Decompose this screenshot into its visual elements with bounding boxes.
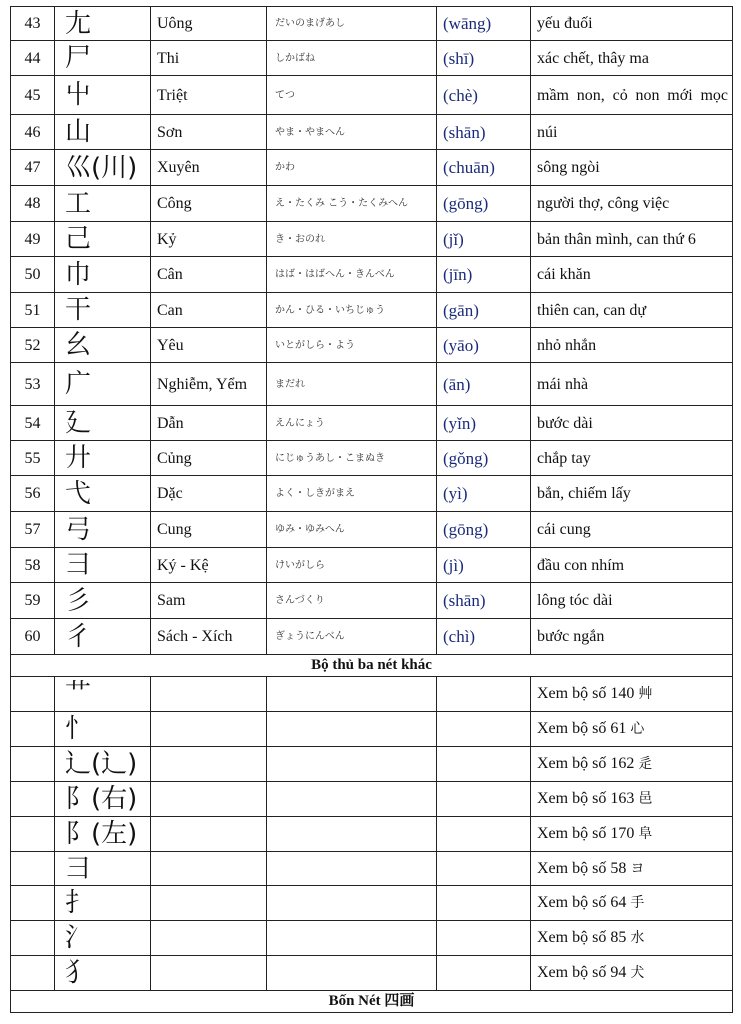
radical-kana-reading: えんにょう <box>267 406 437 441</box>
section-title: Bộ thủ ba nét khác <box>11 655 733 677</box>
empty-cell <box>437 817 531 852</box>
radical-kana-reading: かん・ひる・いちじゅう <box>267 293 437 328</box>
radical-row <box>11 7 733 41</box>
radical-pinyin: (chì) <box>437 619 531 655</box>
empty-cell <box>267 782 437 817</box>
radical-meaning: mầm non, cỏ non mới mọc <box>531 76 733 115</box>
radical-name: Sam <box>151 583 267 619</box>
radical-row <box>11 293 733 328</box>
empty-cell <box>437 677 531 712</box>
radical-meaning: bước ngắn <box>531 619 733 655</box>
radical-pinyin: (gōng) <box>437 186 531 222</box>
other-radical-row <box>11 747 733 782</box>
empty-cell <box>267 956 437 991</box>
radical-number: 60 <box>11 619 55 655</box>
radical-character: 干 <box>55 293 151 328</box>
radical-kana-reading: ぎょうにんべん <box>267 619 437 655</box>
radical-number: 57 <box>11 512 55 548</box>
radical-character: 尢 <box>55 7 151 41</box>
see-radical-note <box>531 677 733 712</box>
radical-kana-reading: さんづくり <box>267 583 437 619</box>
radical-row <box>11 619 733 655</box>
section-header-four-strokes <box>11 991 733 1013</box>
empty-cell <box>437 782 531 817</box>
radical-number: 53 <box>11 363 55 406</box>
radical-meaning: sông ngòi <box>531 150 733 186</box>
radical-number: 43 <box>11 7 55 41</box>
empty-cell <box>151 921 267 956</box>
radical-character: 彡 <box>55 583 151 619</box>
radical-kana-reading: てつ <box>267 76 437 115</box>
radical-name: Công <box>151 186 267 222</box>
radical-meaning: cái cung <box>531 512 733 548</box>
empty-cell <box>11 852 55 886</box>
radical-kana-reading: かわ <box>267 150 437 186</box>
see-radical-note <box>531 921 733 956</box>
radical-kana-reading: やま・やまへん <box>267 115 437 150</box>
radical-number: 46 <box>11 115 55 150</box>
radical-meaning: bước dài <box>531 406 733 441</box>
radical-kana-reading: よく・しきがまえ <box>267 476 437 512</box>
see-radical-note <box>531 747 733 782</box>
radical-number: 51 <box>11 293 55 328</box>
empty-cell <box>267 921 437 956</box>
empty-cell <box>437 712 531 747</box>
radical-row <box>11 186 733 222</box>
empty-cell <box>437 747 531 782</box>
radical-character: 工 <box>55 186 151 222</box>
radical-variant-character: 阝(左) <box>55 817 151 852</box>
other-radical-row <box>11 817 733 852</box>
empty-cell <box>151 956 267 991</box>
radical-character: 彳 <box>55 619 151 655</box>
see-radical-kanji: 手 <box>630 895 645 911</box>
radical-character: 山 <box>55 115 151 150</box>
see-radical-text: Xem bộ số 162 <box>537 755 635 772</box>
empty-cell <box>11 747 55 782</box>
radical-name: Yêu <box>151 328 267 363</box>
radical-variant-character: 氵 <box>55 921 151 956</box>
see-radical-text: Xem bộ số 64 <box>537 894 627 911</box>
see-radical-text: Xem bộ số 94 <box>537 964 627 981</box>
empty-cell <box>151 817 267 852</box>
radical-pinyin: (wāng) <box>437 7 531 41</box>
empty-cell <box>267 712 437 747</box>
radical-row <box>11 441 733 476</box>
radical-meaning: đầu con nhím <box>531 548 733 583</box>
radical-row <box>11 150 733 186</box>
radical-pinyin: (jì) <box>437 548 531 583</box>
radical-character: 廴 <box>55 406 151 441</box>
empty-cell <box>11 956 55 991</box>
radical-meaning: bắn, chiếm lấy <box>531 476 733 512</box>
radical-row <box>11 328 733 363</box>
empty-cell <box>437 852 531 886</box>
radical-meaning: bản thân mình, can thứ 6 <box>531 222 733 257</box>
see-radical-note <box>531 852 733 886</box>
see-radical-text: Xem bộ số 85 <box>537 929 627 946</box>
empty-cell <box>11 677 55 712</box>
radical-kana-reading: けいがしら <box>267 548 437 583</box>
radical-name: Xuyên <box>151 150 267 186</box>
radical-number: 49 <box>11 222 55 257</box>
empty-cell <box>11 782 55 817</box>
radical-pinyin: (yāo) <box>437 328 531 363</box>
radical-pinyin: (gǒng) <box>437 441 531 476</box>
see-radical-kanji: 心 <box>630 721 645 737</box>
radical-name: Cung <box>151 512 267 548</box>
empty-cell <box>151 886 267 921</box>
see-radical-text: Xem bộ số 140 <box>537 685 635 702</box>
radical-pinyin: (jīn) <box>437 257 531 293</box>
empty-cell <box>437 956 531 991</box>
other-radical-row <box>11 886 733 921</box>
radical-kana-reading: ゆみ・ゆみへん <box>267 512 437 548</box>
other-radical-row <box>11 852 733 886</box>
empty-cell <box>11 886 55 921</box>
radical-number: 52 <box>11 328 55 363</box>
other-radical-row <box>11 677 733 712</box>
see-radical-kanji: 水 <box>630 930 645 946</box>
radical-meaning: chắp tay <box>531 441 733 476</box>
empty-cell <box>267 817 437 852</box>
empty-cell <box>267 852 437 886</box>
radical-row <box>11 115 733 150</box>
see-radical-kanji: 犬 <box>630 965 645 981</box>
radical-kana-reading: しかばね <box>267 41 437 76</box>
see-radical-text: Xem bộ số 58 <box>537 859 627 877</box>
radical-kana-reading: まだれ <box>267 363 437 406</box>
radical-pinyin: (ān) <box>437 363 531 406</box>
empty-cell <box>151 747 267 782</box>
radical-name: Kỷ <box>151 222 267 257</box>
see-radical-kanji: 阜 <box>638 826 653 842</box>
radical-kana-reading: だいのまげあし <box>267 7 437 41</box>
other-radical-rows <box>11 677 733 991</box>
radical-character: 广 <box>55 363 151 406</box>
radical-variant-character: 犭 <box>55 956 151 991</box>
radical-number: 59 <box>11 583 55 619</box>
other-radical-row <box>11 956 733 991</box>
radical-name: Củng <box>151 441 267 476</box>
radical-row <box>11 363 733 406</box>
radical-kana-reading: え・たくみ こう・たくみへん <box>267 186 437 222</box>
radical-character: 廾 <box>55 441 151 476</box>
other-radical-row <box>11 712 733 747</box>
radical-name: Uông <box>151 7 267 41</box>
radical-character: 己 <box>55 222 151 257</box>
empty-cell <box>151 782 267 817</box>
radical-meaning: nhỏ nhắn <box>531 328 733 363</box>
radical-character: 幺 <box>55 328 151 363</box>
empty-cell <box>151 852 267 886</box>
empty-cell <box>151 712 267 747</box>
see-radical-note <box>531 782 733 817</box>
radical-variant-character: 辶(辶) <box>55 747 151 782</box>
section-title: Bốn Nét 四画 <box>11 991 733 1013</box>
radical-row <box>11 476 733 512</box>
radical-variant-character: 扌 <box>55 886 151 921</box>
radical-number: 45 <box>11 76 55 115</box>
radical-row <box>11 257 733 293</box>
see-radical-kanji: 邑 <box>638 791 653 807</box>
radical-row <box>11 76 733 115</box>
radical-number: 47 <box>11 150 55 186</box>
radical-character: 巾 <box>55 257 151 293</box>
radical-meaning: lông tóc dài <box>531 583 733 619</box>
radical-variant-character: ⺕ <box>55 852 151 886</box>
other-radical-row <box>11 921 733 956</box>
radical-kana-reading: にじゅうあし・こまぬき <box>267 441 437 476</box>
radical-meaning: cái khăn <box>531 257 733 293</box>
other-radical-row <box>11 782 733 817</box>
radical-number: 56 <box>11 476 55 512</box>
empty-cell <box>151 677 267 712</box>
see-radical-kanji: 辵 <box>638 756 653 772</box>
radical-name: Dẫn <box>151 406 267 441</box>
radical-name: Nghiễm, Yểm <box>151 363 267 406</box>
radical-kana-reading: はば・はばへん・きんべん <box>267 257 437 293</box>
radical-number: 44 <box>11 41 55 76</box>
empty-cell <box>267 747 437 782</box>
radical-pinyin: (yǐn) <box>437 406 531 441</box>
radical-name: Can <box>151 293 267 328</box>
empty-cell <box>437 921 531 956</box>
see-radical-kanji: 艸 <box>638 686 653 702</box>
radical-name: Ký - Kệ <box>151 548 267 583</box>
radical-meaning: thiên can, can dự <box>531 293 733 328</box>
radical-variant-character: 阝(右) <box>55 782 151 817</box>
radical-meaning: mái nhà <box>531 363 733 406</box>
radical-meaning: người thợ, công việc <box>531 186 733 222</box>
empty-cell <box>437 886 531 921</box>
radical-pinyin: (gān) <box>437 293 531 328</box>
radical-variant-character: 忄 <box>55 712 151 747</box>
radical-rows <box>11 7 733 655</box>
see-radical-text: Xem bộ số 163 <box>537 790 635 807</box>
empty-cell <box>11 817 55 852</box>
see-radical-text: Xem bộ số 170 <box>537 825 635 842</box>
see-radical-kanji: ヨ <box>630 860 645 877</box>
radical-character: 屮 <box>55 76 151 115</box>
radical-row <box>11 406 733 441</box>
radical-character: 彐 <box>55 548 151 583</box>
radical-name: Triệt <box>151 76 267 115</box>
radical-row <box>11 222 733 257</box>
radical-row <box>11 548 733 583</box>
see-radical-note <box>531 817 733 852</box>
radical-number: 50 <box>11 257 55 293</box>
radical-number: 54 <box>11 406 55 441</box>
see-radical-text: Xem bộ số 61 <box>537 720 627 737</box>
radical-row <box>11 583 733 619</box>
radical-row <box>11 41 733 76</box>
empty-cell <box>11 712 55 747</box>
see-radical-note <box>531 956 733 991</box>
radical-meaning: núi <box>531 115 733 150</box>
radical-pinyin: (shān) <box>437 115 531 150</box>
radical-pinyin: (shī) <box>437 41 531 76</box>
radical-pinyin: (shān) <box>437 583 531 619</box>
radical-character: 弋 <box>55 476 151 512</box>
radical-number: 55 <box>11 441 55 476</box>
radical-name: Sách - Xích <box>151 619 267 655</box>
radical-variant-character: 艹 <box>55 677 151 712</box>
see-radical-note <box>531 886 733 921</box>
radical-meaning: yếu đuối <box>531 7 733 41</box>
see-radical-note <box>531 712 733 747</box>
radical-pinyin: (chuān) <box>437 150 531 186</box>
radical-kana-reading: いとがしら・よう <box>267 328 437 363</box>
radical-meaning: xác chết, thây ma <box>531 41 733 76</box>
radical-pinyin: (gōng) <box>437 512 531 548</box>
empty-cell <box>11 921 55 956</box>
section-header-three-other <box>11 655 733 677</box>
radical-row <box>11 512 733 548</box>
radical-character: 巛(川) <box>55 150 151 186</box>
radical-name: Thi <box>151 41 267 76</box>
radical-kana-reading: き・おのれ <box>267 222 437 257</box>
radical-table <box>10 6 733 1013</box>
radical-number: 58 <box>11 548 55 583</box>
empty-cell <box>267 677 437 712</box>
radical-pinyin: (chè) <box>437 76 531 115</box>
radical-number: 48 <box>11 186 55 222</box>
radical-name: Dặc <box>151 476 267 512</box>
radical-character: 尸 <box>55 41 151 76</box>
radical-name: Sơn <box>151 115 267 150</box>
radical-character: 弓 <box>55 512 151 548</box>
radical-pinyin: (yì) <box>437 476 531 512</box>
empty-cell <box>267 886 437 921</box>
radical-pinyin: (jǐ) <box>437 222 531 257</box>
radical-name: Cân <box>151 257 267 293</box>
